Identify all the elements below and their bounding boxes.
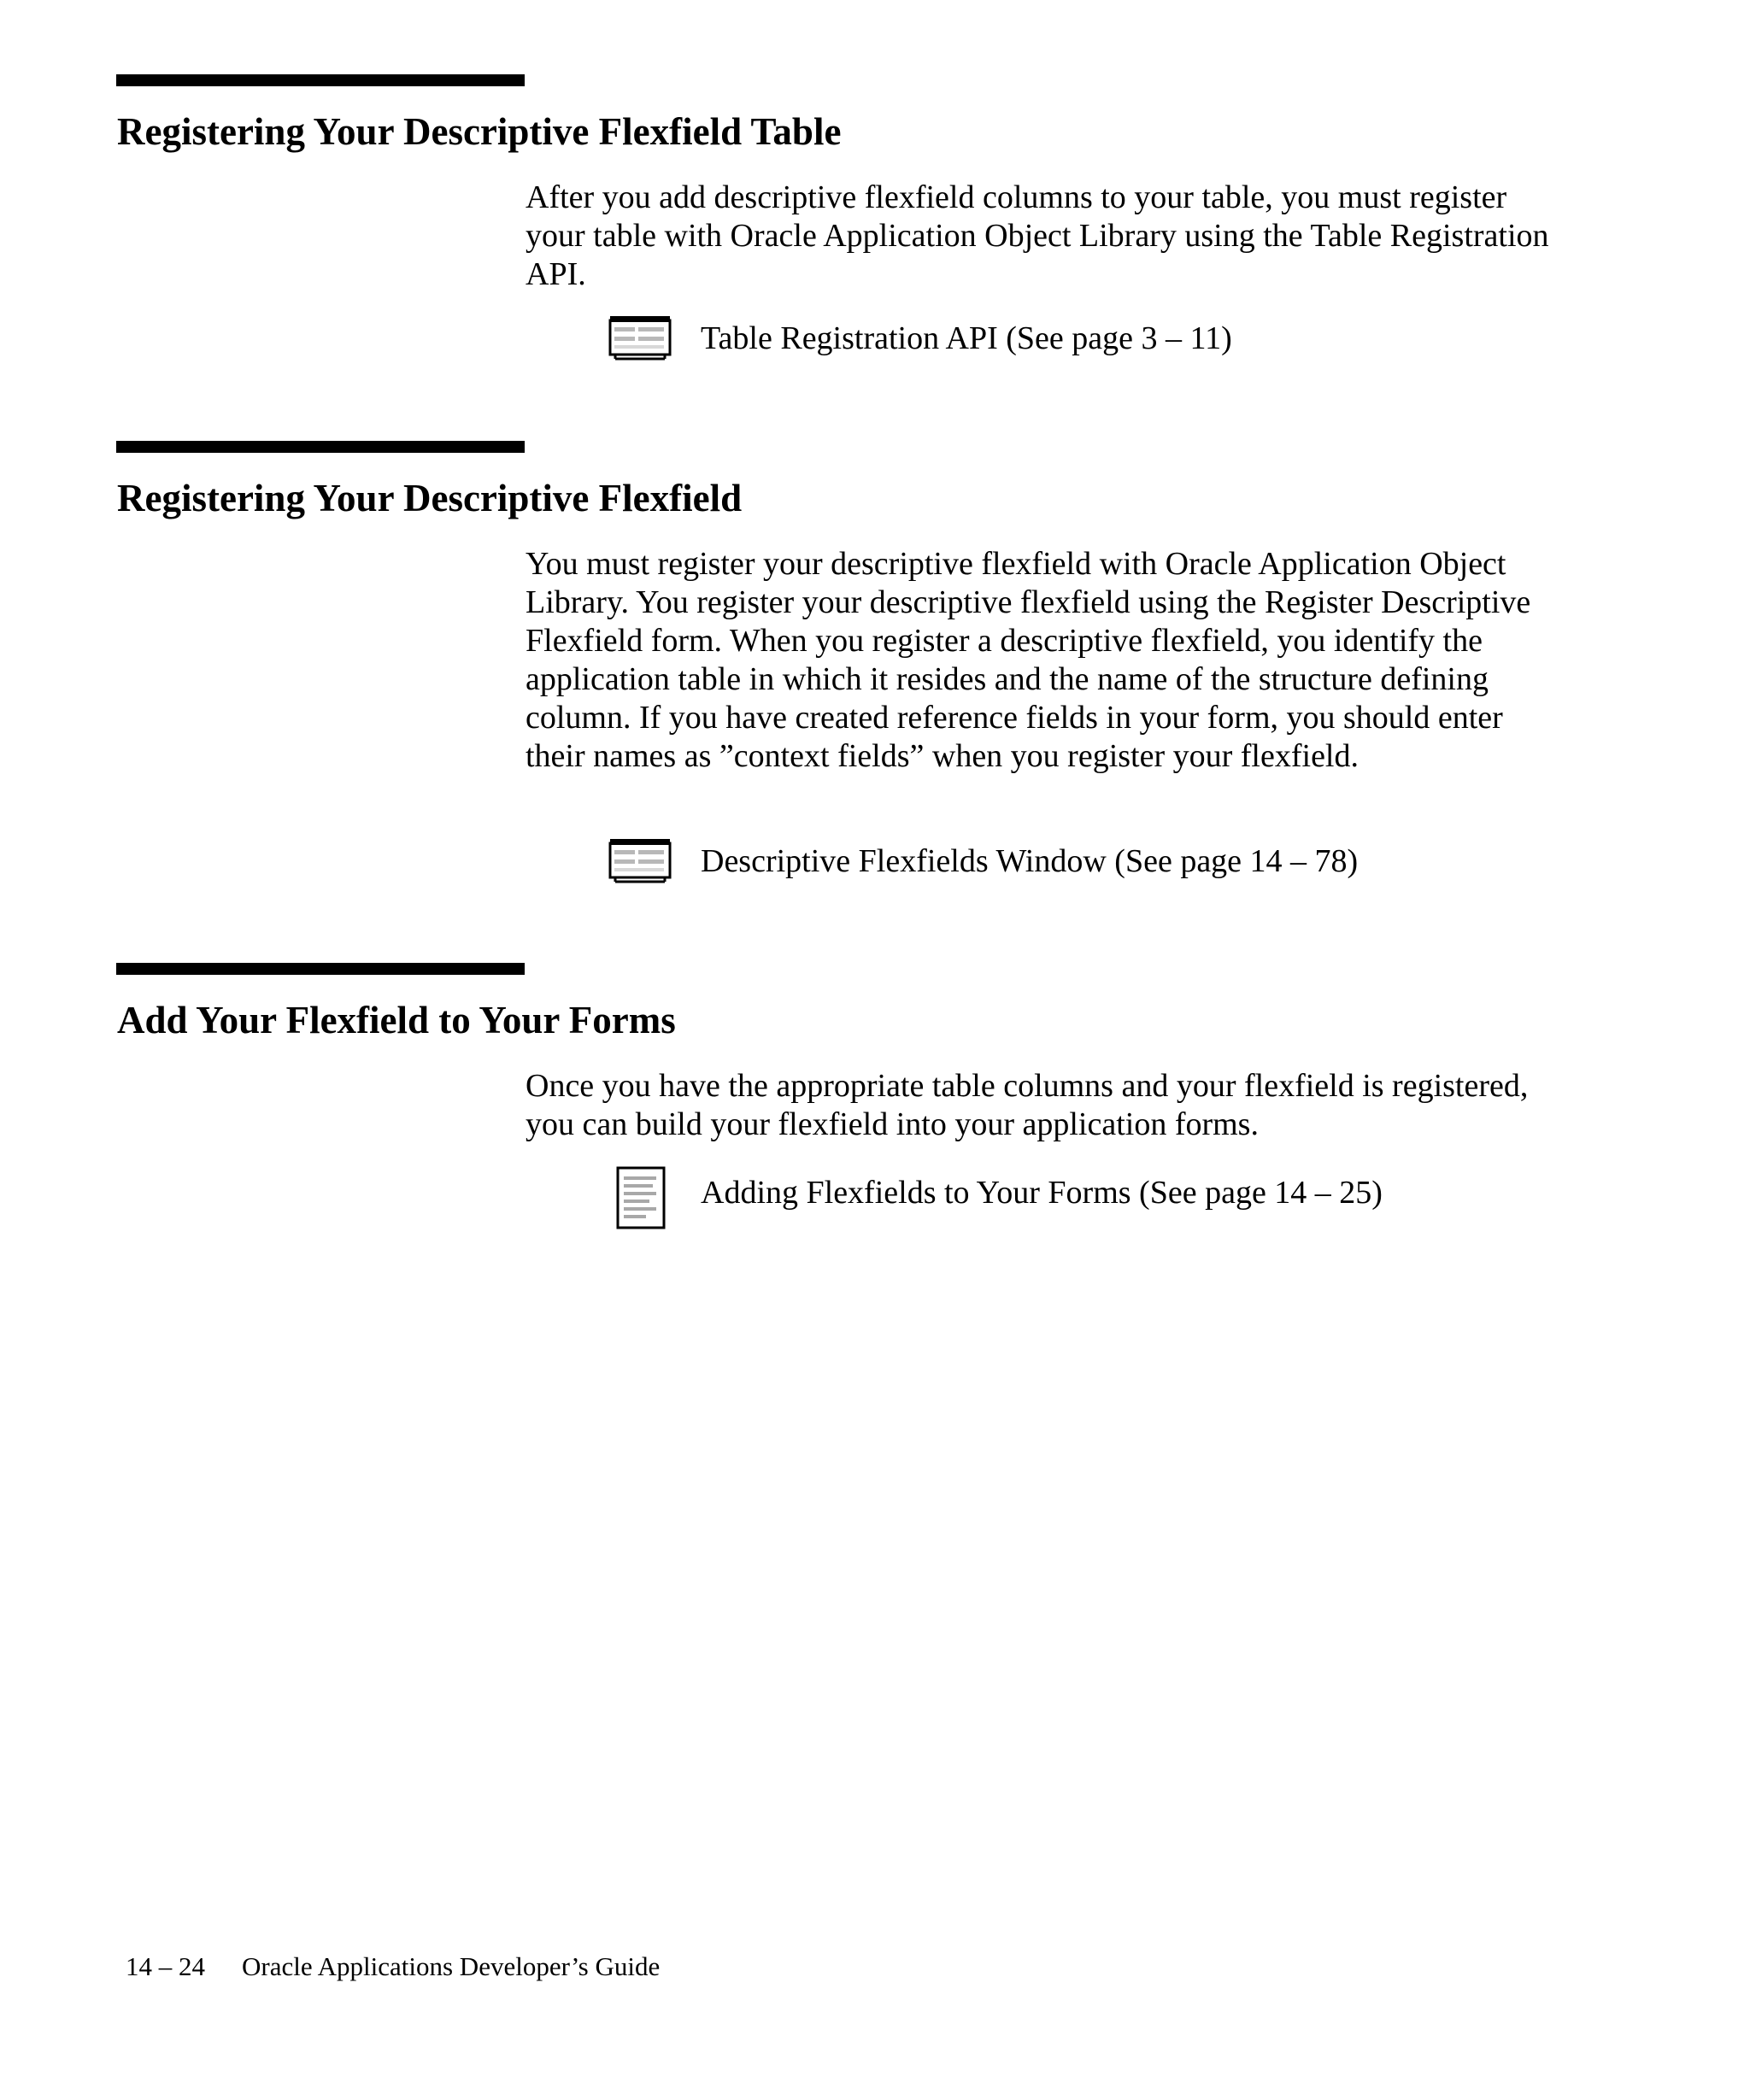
section-heading: Registering Your Descriptive Flexfield (117, 477, 743, 519)
book-title: Oracle Applications Developer’s Guide (242, 1951, 661, 1981)
section-paragraph: After you add descriptive flexfield columns to your table, you must register your table with Oracle Application Object Library using the Table Registration API. (526, 179, 1549, 292)
section-rule (116, 963, 525, 975)
cross-reference-text[interactable]: Adding Flexfields to Your Forms (See page 14 – 25) (701, 1175, 1383, 1211)
document-icon (608, 1165, 672, 1230)
section-paragraph: Once you have the appropriate table columns and your flexfield is registered, you can build your flexfield into your application forms. (526, 1068, 1529, 1142)
cross-reference-text[interactable]: Descriptive Flexfields Window (See page 14 – 78) (701, 843, 1359, 879)
cross-reference-link[interactable] (608, 314, 1634, 366)
window-icon (608, 314, 672, 362)
page-footer (126, 1950, 660, 1984)
cross-reference-text[interactable]: Table Registration API (See page 3 – 11) (701, 320, 1232, 356)
section-paragraph: You must register your descriptive flexfield with Oracle Application Object Library. You register your descriptive flexfield using the Register Descriptive Flexfield form. When you register a descriptive flexfield, you identify the application table in which it resides and the name of the structure defining column. If you have created reference fields in your form, you should enter their names as ”context fields” when you register your flexfield. (526, 546, 1531, 774)
window-icon (608, 837, 672, 885)
section-rule (116, 441, 525, 453)
section-heading: Add Your Flexfield to Your Forms (117, 999, 676, 1041)
page-number: 14 – 24 (126, 1951, 205, 1981)
section-rule (116, 74, 525, 86)
cross-reference-link[interactable] (608, 837, 1634, 889)
cross-reference-link[interactable] (608, 1165, 1634, 1217)
section-heading: Registering Your Descriptive Flexfield Table (117, 110, 842, 153)
